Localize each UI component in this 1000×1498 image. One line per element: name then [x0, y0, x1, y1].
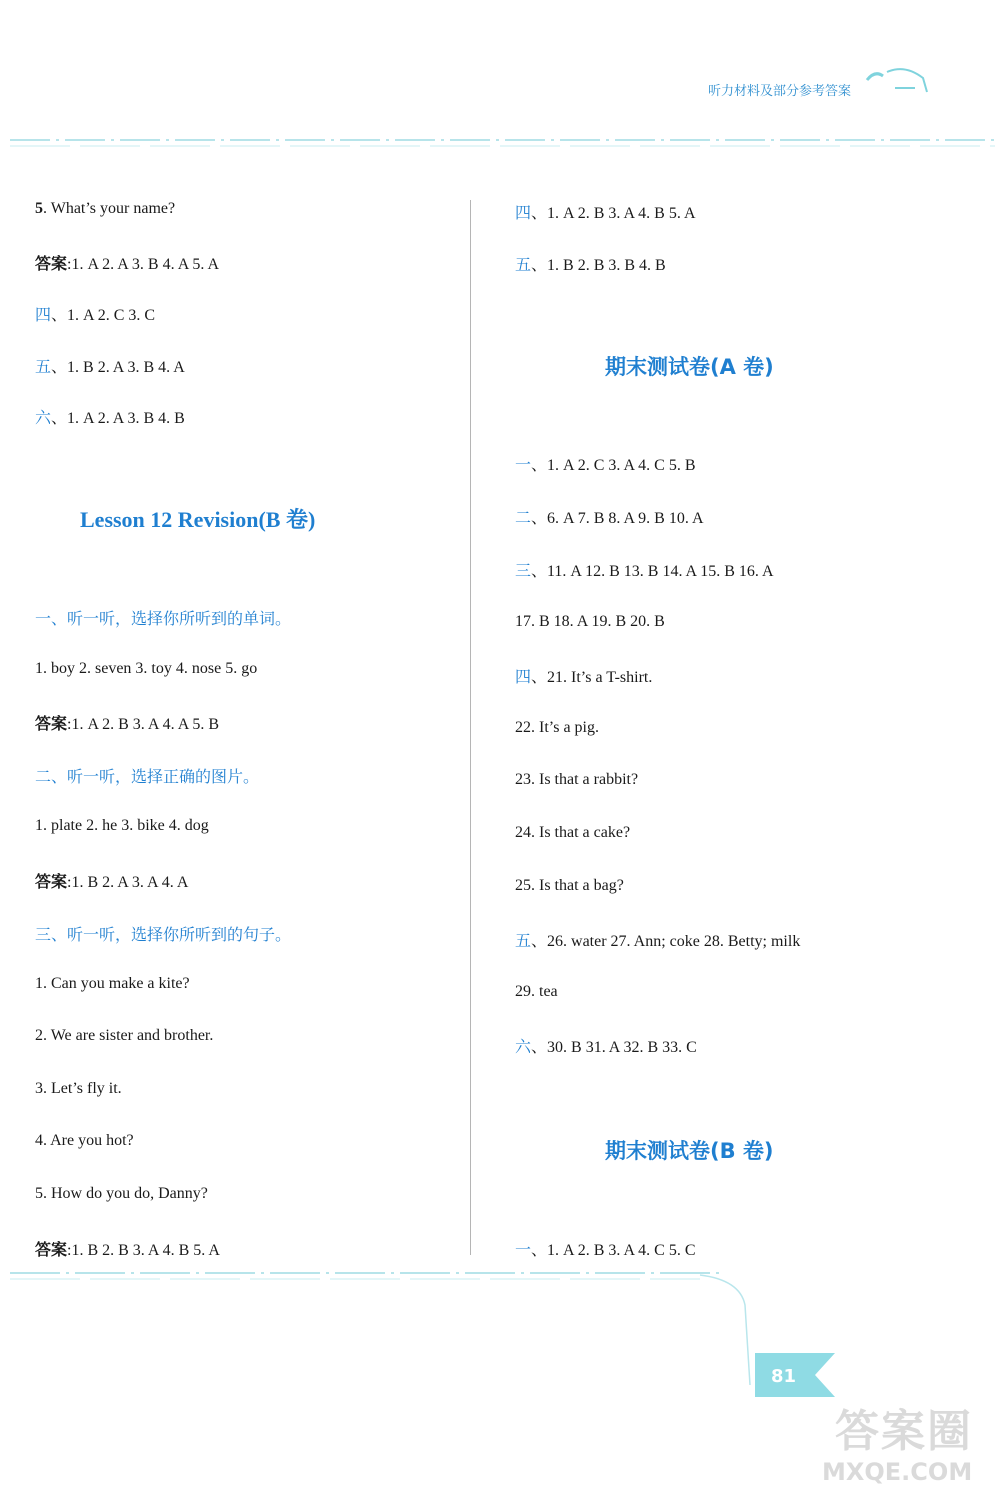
- question-line: 1. boy 2. seven 3. toy 4. nose 5. go: [35, 660, 258, 677]
- watermark-text: 答案圈: [835, 1406, 973, 1457]
- section-title: Lesson 12 Revision(B 卷): [80, 507, 316, 532]
- answer-line: 五、1. B 2. B 3. B 4. B: [515, 255, 666, 274]
- question-line: 1. Can you make a kite?: [35, 975, 190, 992]
- answer-line: 17. B 18. A 19. B 20. B: [515, 613, 665, 630]
- question-line: 1. plate 2. he 3. bike 4. dog: [35, 817, 209, 834]
- section-title: 期末测试卷(A 卷): [605, 355, 774, 379]
- answer-line: 二、6. A 7. B 8. A 9. B 10. A: [515, 508, 704, 527]
- question-line: 5. How do you do, Danny?: [35, 1185, 208, 1202]
- answer-line: 六、1. A 2. A 3. B 4. B: [35, 408, 185, 427]
- question-line: 2. We are sister and brother.: [35, 1027, 214, 1044]
- watermark-url: MXQE.COM: [822, 1458, 973, 1486]
- answer-line: 答案:1. B 2. B 3. A 4. B 5. A: [35, 1240, 220, 1259]
- column-divider: [470, 200, 471, 1255]
- answer-line: 一、1. A 2. B 3. A 4. C 5. C: [515, 1240, 696, 1259]
- instruction: 一、听一听，选择你所听到的单词。: [35, 609, 292, 628]
- answer-line: 一、1. A 2. C 3. A 4. C 5. B: [515, 455, 696, 474]
- answer-line: 答案:1. B 2. A 3. A 4. A: [35, 872, 189, 891]
- answer-line: 29. tea: [515, 983, 558, 1000]
- question-line: 4. Are you hot?: [35, 1132, 134, 1149]
- answer-line: 答案:1. A 2. A 3. B 4. A 5. A: [35, 254, 220, 273]
- top-divider: [10, 136, 995, 150]
- answer-line: 四、1. A 2. B 3. A 4. B 5. A: [515, 203, 696, 222]
- question-line: 5. What’s your name?: [35, 200, 176, 217]
- question-line: 3. Let’s fly it.: [35, 1080, 122, 1097]
- section-title: 期末测试卷(B 卷): [605, 1139, 774, 1163]
- answer-line: 25. Is that a bag?: [515, 877, 624, 894]
- answer-line: 答案:1. A 2. B 3. A 4. A 5. B: [35, 714, 220, 733]
- header-decoration-icon: [865, 62, 930, 102]
- instruction: 二、听一听，选择正确的图片。: [35, 767, 260, 786]
- header-title: 听力材料及部分参考答案: [708, 84, 852, 99]
- answer-line: 四、21. It’s a T-shirt.: [515, 667, 653, 686]
- answer-line: 三、11. A 12. B 13. B 14. A 15. B 16. A: [515, 561, 774, 580]
- answer-line: 五、26. water 27. Ann; coke 28. Betty; milk: [515, 931, 801, 950]
- answer-line: 24. Is that a cake?: [515, 824, 631, 841]
- page-number: 81: [771, 1366, 797, 1387]
- answer-line: 五、1. B 2. A 3. B 4. A: [35, 357, 185, 376]
- answer-line: 四、1. A 2. C 3. C: [35, 305, 156, 324]
- answer-line: 22. It’s a pig.: [515, 719, 599, 736]
- instruction: 三、听一听，选择你所听到的句子。: [35, 925, 292, 944]
- answer-line: 23. Is that a rabbit?: [515, 771, 639, 788]
- answer-line: 六、30. B 31. A 32. B 33. C: [515, 1037, 697, 1056]
